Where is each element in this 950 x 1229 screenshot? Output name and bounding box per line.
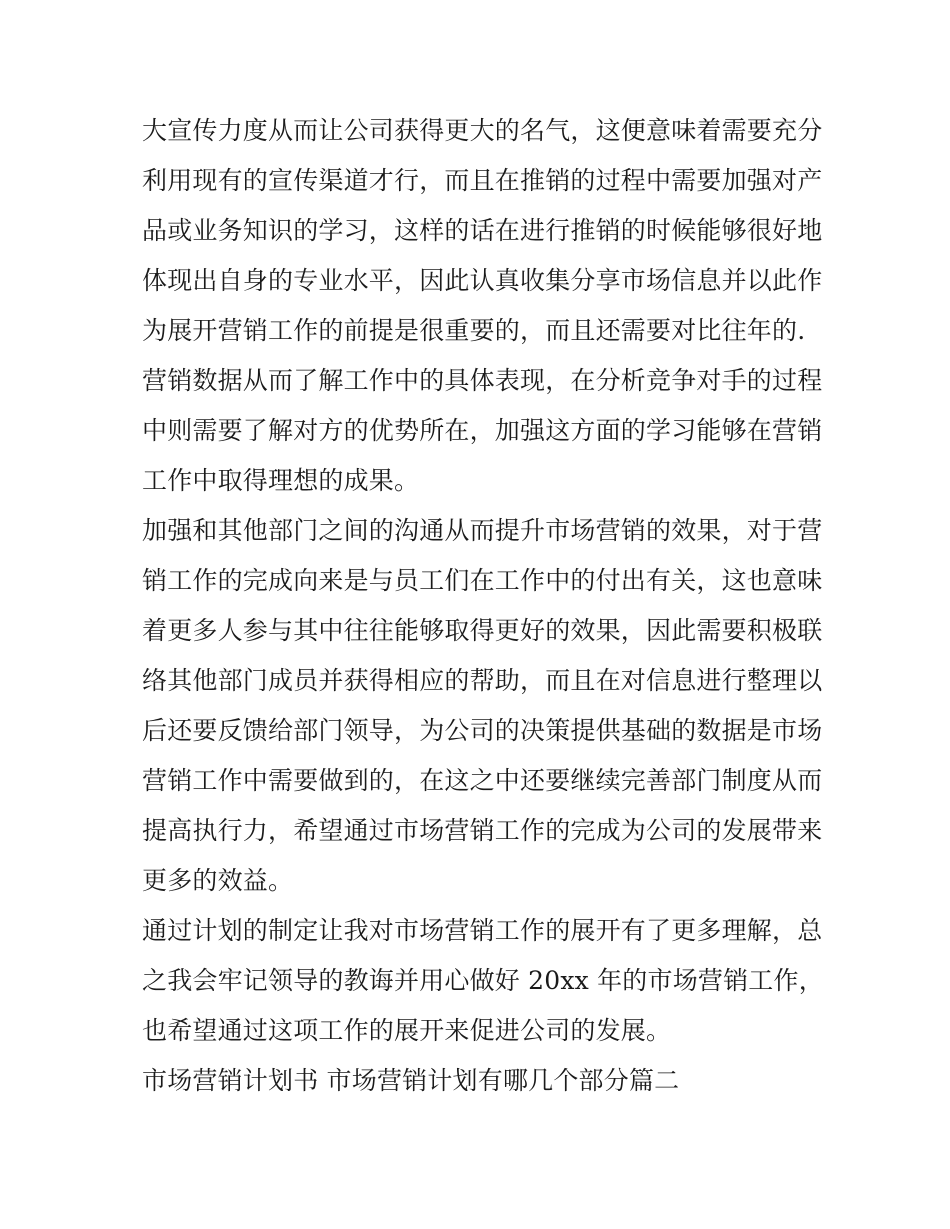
text-line: 工作中取得理想的成果。 [142,466,420,495]
text-line: 提高执行力，希望通过市场营销工作的完成为公司的发展带来 [142,816,823,845]
text-line: 通过计划的制定让我对市场营销工作的展开有了更多理解，总 [142,916,823,945]
text-line: 也希望通过这项工作的展开来促进公司的发展。 [142,1016,672,1045]
text-line: 之我会牢记领导的教诲并用心做好 20xx 年的市场营销工作， [142,966,824,995]
text-line: 加强和其他部门之间的沟通从而提升市场营销的效果，对于营 [142,516,823,545]
text-line: 大宣传力度从而让公司获得更大的名气，这便意味着需要充分 [142,116,823,145]
document-body [142,106,822,1106]
text-line: 利用现有的宣传渠道才行，而且在推销的过程中需要加强对产 [142,166,823,195]
text-line: 后还要反馈给部门领导，为公司的决策提供基础的数据是市场 [142,716,823,745]
text-line: 着更多人参与其中往往能够取得更好的效果，因此需要积极联 [142,616,823,645]
text-line: 品或业务知识的学习，这样的话在进行推销的时候能够很好地 [142,216,823,245]
section-heading: 市场营销计划书 市场营销计划有哪几个部分篇二 [142,1066,680,1095]
text-line: 营销数据从而了解工作中的具体表现，在分析竞争对手的过程 [142,366,823,395]
text-line: 营销工作中需要做到的，在这之中还要继续完善部门制度从而 [142,766,823,795]
text-line: 销工作的完成向来是与员工们在工作中的付出有关，这也意味 [142,566,823,595]
text-line: 更多的效益。 [142,866,294,895]
text-line: 为展开营销工作的前提是很重要的，而且还需要对比往年的. [142,316,806,345]
text-line: 络其他部门成员并获得相应的帮助，而且在对信息进行整理以 [142,666,823,695]
text-line: 体现出自身的专业水平，因此认真收集分享市场信息并以此作 [142,266,823,295]
text-line: 中则需要了解对方的优势所在，加强这方面的学习能够在营销 [142,416,823,445]
